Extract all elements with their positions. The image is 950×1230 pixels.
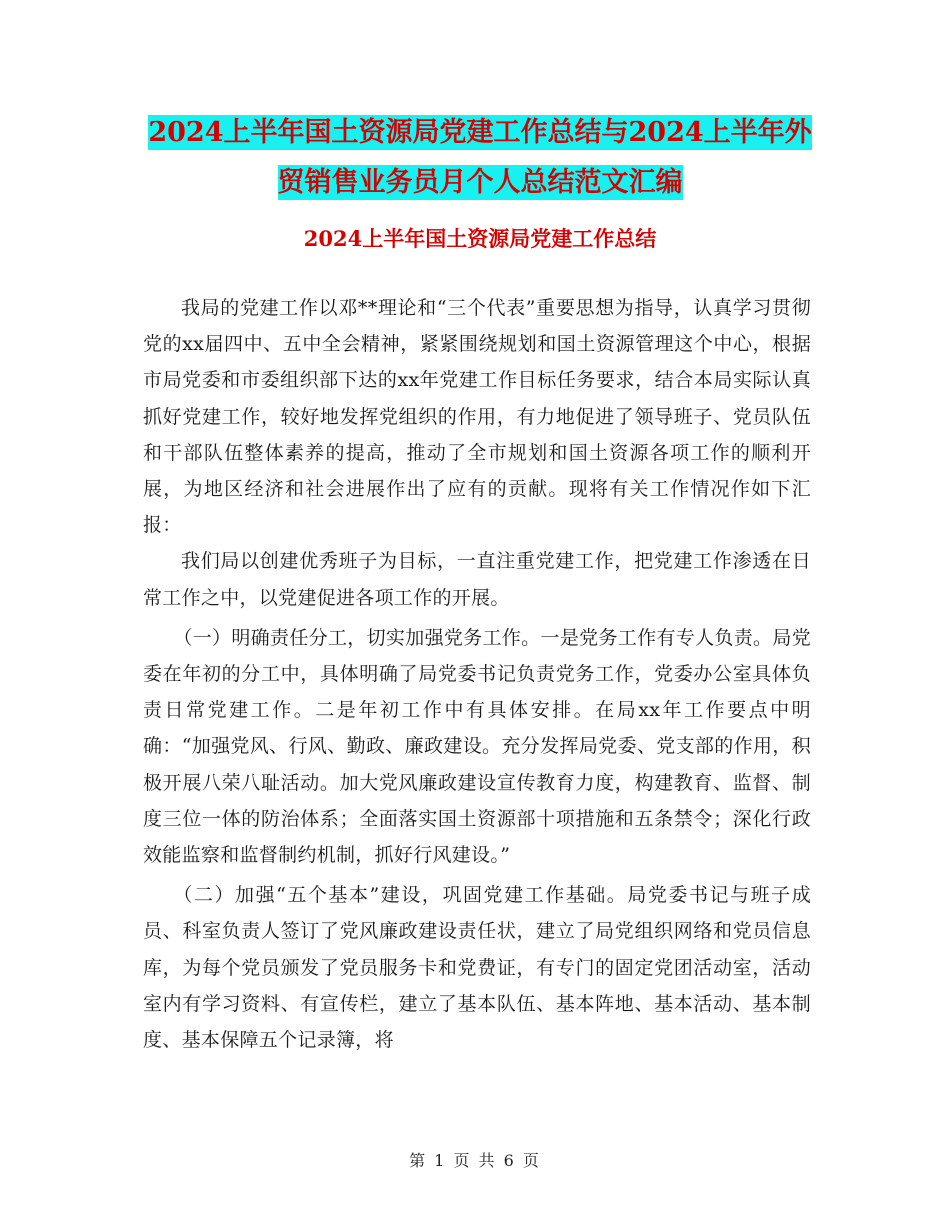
paragraph-section-1: （一）明确责任分工，切实加强党务工作。一是党务工作有专人负责。局党委在年初的分工中，具体明确了局党委书记负责党务工作，党委办公室具体负责日常党建工作。二是年初工作中有具体安排。在局xx年工作要点中明确：“加强党风、行风、勤政、廉政建设。充分发挥局党委、党支部的作用，积极开展八荣八耻活动。加大党风廉政建设宣传教育力度，构建教育、监督、制度三位一体的防治体系；全面落实国土资源部十项措施和五条禁令；深化行政效能监察和监督制约机制，抓好行风建设。” (143, 626, 811, 867)
document-title-line-2: 贸销售业务员月个人总结范文汇编 (277, 167, 683, 198)
section-title: 2024上半年国土资源局党建工作总结 (303, 226, 657, 251)
document-title-line-1: 2024上半年国土资源局党建工作总结与2024上半年外 (148, 117, 812, 148)
paragraph-section-2: （二）加强“五个基本”建设，巩固党建工作基础。局党委书记与班子成员、科室负责人签订了党风廉政建设责任状，建立了局党组织网络和党员信息库，为每个党员颁发了党员服务卡和党费证，有专门的固定党团活动室，活动室内有学习资料、有宣传栏，建立了基本队伍、基本阵地、基本活动、基本制度、基本保障五个记录簿，将 (143, 884, 811, 1052)
page-number: 第 1 页 共 6 页 (409, 1151, 541, 1170)
document-title (140, 108, 820, 208)
document-body (143, 290, 811, 1058)
paragraph-goal: 我们局以创建优秀班子为目标，一直注重党建工作，把党建工作渗透在日常工作之中，以党建促进各项工作的开展。 (143, 550, 811, 609)
paragraph-intro: 我局的党建工作以邓**理论和“三个代表”重要思想为指导，认真学习贯彻党的xx届四中、五中全会精神，紧紧围绕规划和国土资源管理这个中心，根据市局党委和市委组织部下达的xx年党建工作目标任务要求，结合本局实际认真抓好党建工作，较好地发挥党组织的作用，有力地促进了领导班子、党员队伍和干部队伍整体素养的提高，推动了全市规划和国土资源各项工作的顺利开展，为地区经济和社会进展作出了应有的贡献。现将有关工作情况作如下汇报： (143, 297, 811, 537)
